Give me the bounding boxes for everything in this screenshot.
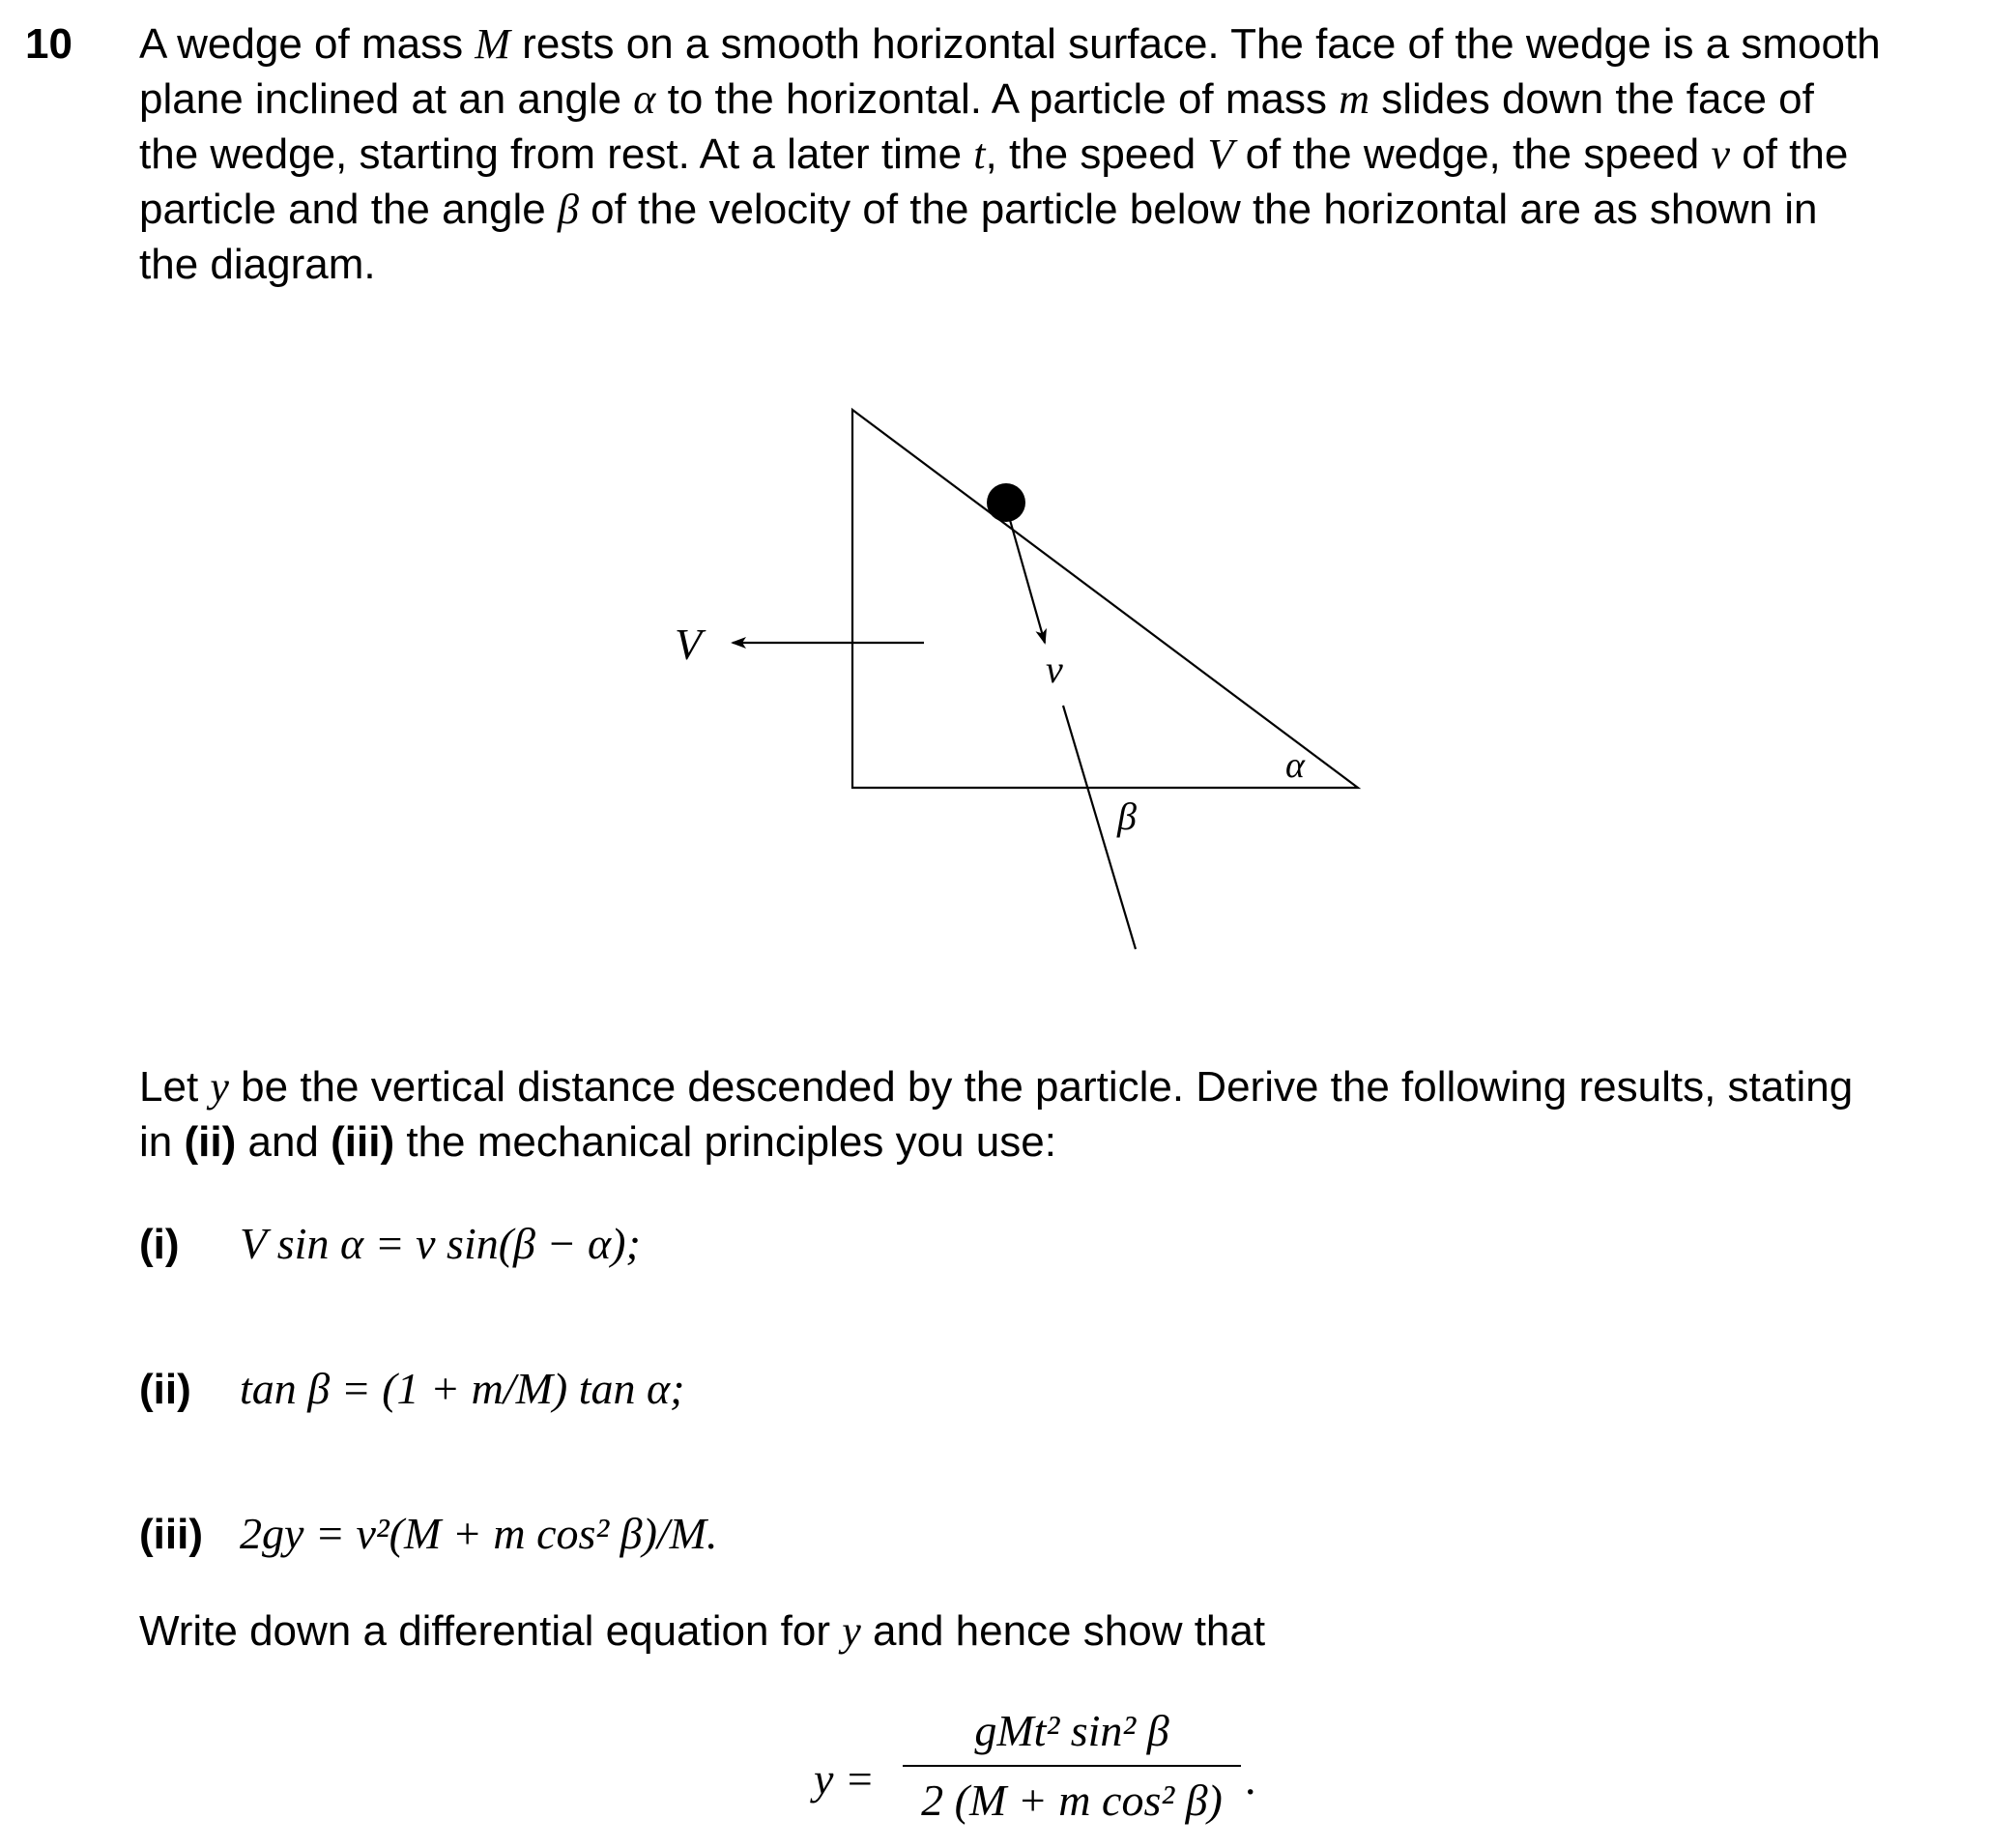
result-fraction	[903, 1703, 1241, 1829]
derive-line-2: in (ii) and (iii) the mechanical principles you use:	[139, 1118, 1056, 1166]
fraction-bar	[903, 1765, 1241, 1767]
intro-line-1: A wedge of mass M rests on a smooth horizontal surface. The face of the wedge is a smooth	[139, 20, 1881, 68]
intro-line-2: plane inclined at an angle α to the horizontal. A particle of mass m slides down the face of	[139, 75, 1814, 123]
part-i-label: (i)	[139, 1221, 180, 1268]
part-ii-equation: tan β = (1 + m/M) tan α;	[240, 1364, 685, 1413]
result-numerator: gMt² sin² β	[974, 1706, 1169, 1755]
label-V: V	[675, 620, 703, 669]
particle-velocity-arrow	[1010, 520, 1045, 643]
intro-line-5: the diagram.	[139, 241, 376, 288]
derive-instructions	[139, 1059, 1933, 1169]
derive-line-1: Let y be the vertical distance descended by the particle. Derive the following results, stating	[139, 1063, 1854, 1111]
label-alpha: α	[1285, 745, 1305, 786]
label-beta: β	[1117, 794, 1137, 838]
part-iii-equation: 2gy = v²(M + m cos² β)/M.	[240, 1509, 718, 1558]
result-denominator: 2 (M + m cos² β)	[921, 1776, 1223, 1825]
part-ii	[139, 1364, 685, 1413]
result-full-stop: .	[1245, 1754, 1256, 1804]
final-instruction: Write down a differential equation for y and hence show that	[139, 1607, 1266, 1655]
intro-line-3: the wedge, starting from rest. At a later time t, the speed V of the wedge, the speed v of the	[139, 130, 1849, 178]
wedge-triangle	[852, 410, 1358, 788]
part-ii-label: (ii)	[139, 1366, 191, 1413]
part-i-equation: V sin α = v sin(β − α);	[240, 1219, 641, 1268]
intro-line-4: particle and the angle β of the velocity of the particle below the horizontal are as shown in	[139, 186, 1818, 233]
part-iii	[139, 1509, 718, 1558]
label-v: v	[1046, 648, 1063, 691]
result-lhs: y =	[814, 1754, 875, 1804]
question-number: 10	[25, 20, 72, 68]
part-i	[139, 1219, 641, 1268]
particle	[987, 483, 1025, 522]
part-iii-label: (iii)	[139, 1511, 203, 1558]
